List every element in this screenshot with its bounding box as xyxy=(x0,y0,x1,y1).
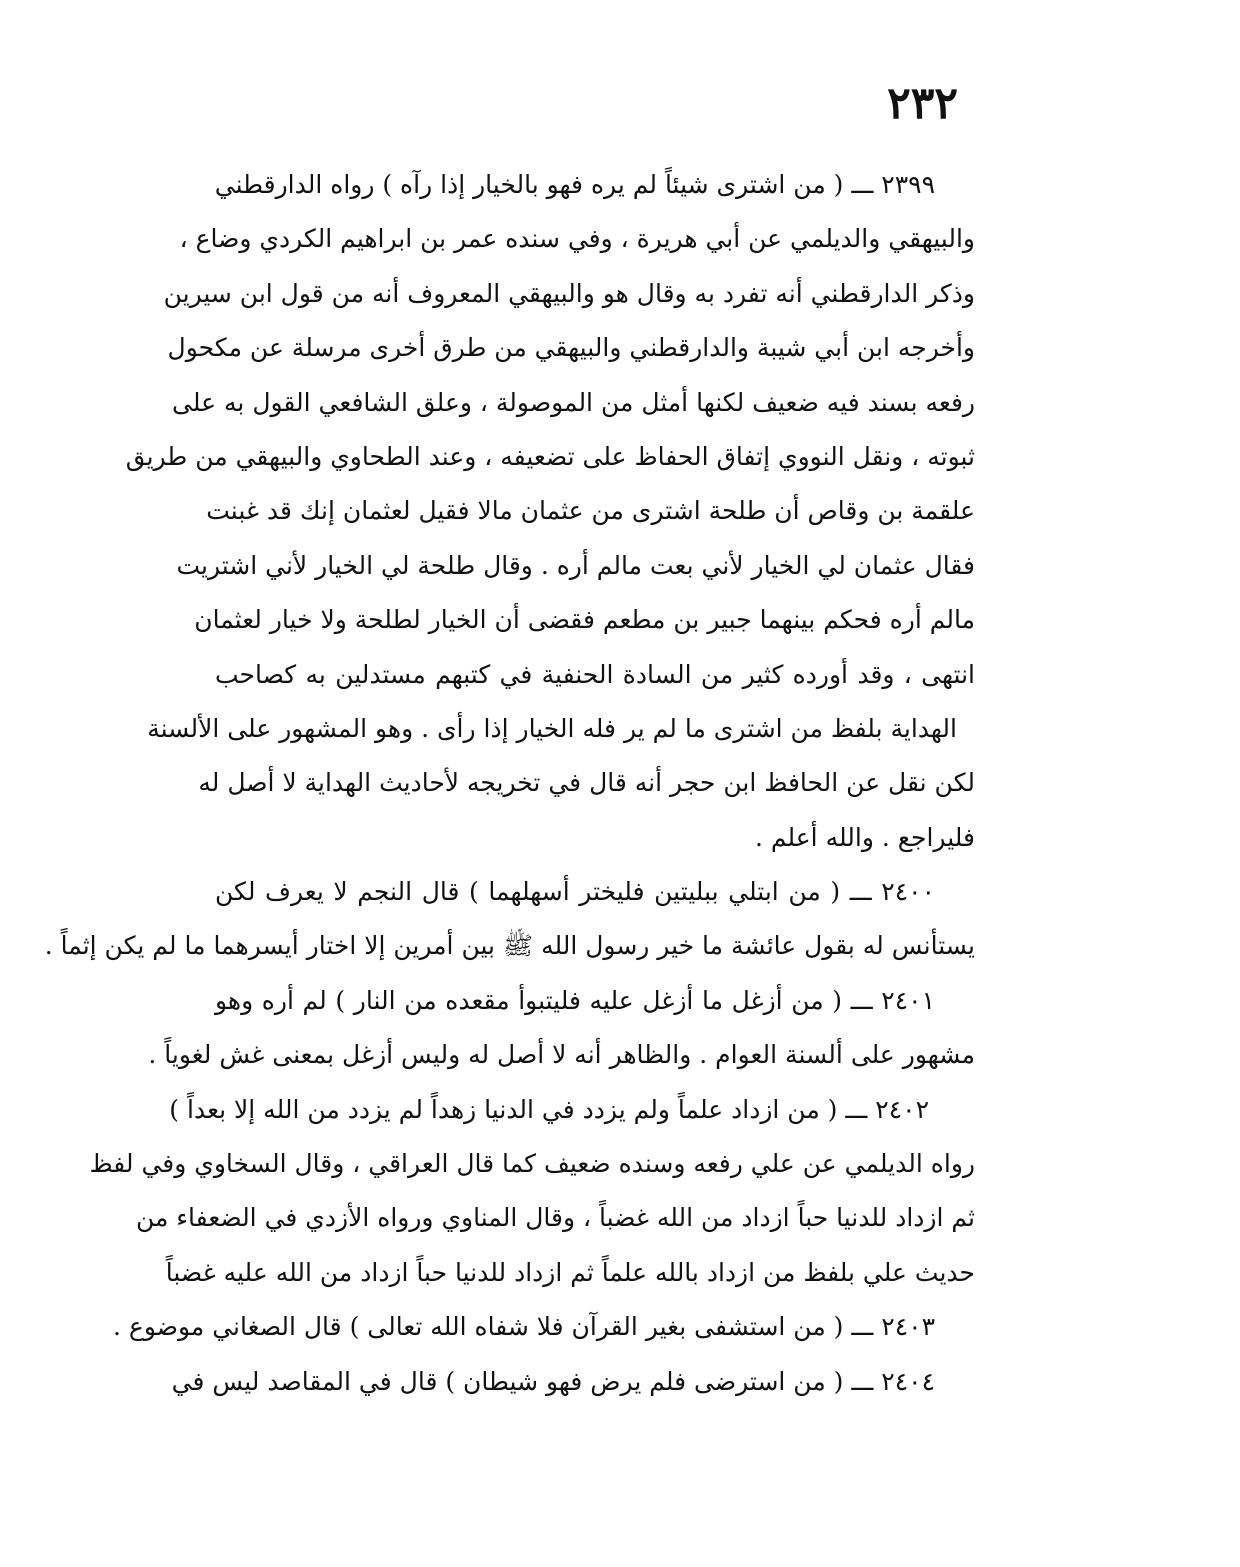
entry-2399-line-1: ٢٣٩٩ ـــ ( من اشترى شيئاً لم يره فهو بالخيار إذا رآه ) رواه الدارقطني xyxy=(214,170,935,199)
text-line: والبيهقي والديلمي عن أبي هريرة ، وفي سنده عمر بن ابراهيم الكردي وضاع ، xyxy=(179,224,975,254)
text-line: ثم ازداد للدنيا حباً ازداد من الله غضباً ، وقال المناوي ورواه الأزدي في الضعفاء من xyxy=(135,1203,975,1233)
text-line: فقال عثمان لي الخيار لأني بعت مالم أره . وقال طلحة لي الخيار لأني اشتريت xyxy=(176,550,975,580)
text-line: مالم أره فحكم بينهما جبير بن مطعم فقضى أن الخيار لطلحة ولا خيار لعثمان xyxy=(194,605,975,635)
text-line: وأخرجه ابن أبي شيبة والدارقطني والبيهقي من طرق أخرى مرسلة عن مكحول xyxy=(167,333,975,363)
entry-2404-line-1: ٢٤٠٤ ـــ ( من استرضى فلم يرض فهو شيطان ) قال في المقاصد ليس في xyxy=(171,1366,935,1396)
entry-2403-line-1: ٢٤٠٣ ـــ ( من استشفى بغير القرآن فلا شفاه الله تعالى ) قال الصغاني موضوع . xyxy=(113,1312,935,1342)
text-line: علقمة بن وقاص أن طلحة اشترى من عثمان مالا فقيل لعثمان إنك قد غبنت xyxy=(206,496,975,526)
text-line: حديث علي بلفظ من ازداد بالله علماً ثم ازداد للدنيا حباً ازداد من الله عليه غضباً xyxy=(165,1257,975,1287)
text-line: وذكر الدارقطني أنه تفرد به وقال هو والبيهقي المعروف أنه من قول ابن سيرين xyxy=(163,278,975,308)
text-line: رواه الديلمي عن علي رفعه وسنده ضعيف كما قال العراقي ، وقال السخاوي وفي لفظ xyxy=(89,1149,975,1179)
entry-2401-line-1: ٢٤٠١ ـــ ( من أزغل ما أزغل عليه فليتبوأ مقعده من النار ) لم أره وهو xyxy=(215,985,935,1015)
entry-2400-line-1: ٢٤٠٠ ـــ ( من ابتلي ببليتين فليختر أسهلهما ) قال النجم لا يعرف لكن xyxy=(215,877,935,907)
text-line: يستأنس له بقول عائشة ما خير رسول الله ﷺ بين أمرين إلا اختار أيسرهما ما لم يكن إثماً . xyxy=(44,931,975,961)
body-text xyxy=(44,158,975,1409)
text-line: رفعه بسند فيه ضعيف لكنها أمثل من الموصولة ، وعلق الشافعي القول به على xyxy=(172,387,975,417)
text-line: الهداية بلفظ من اشترى ما لم ير فله الخيار إذا رأى . وهو المشهور على الألسنة xyxy=(147,713,957,743)
text-line: فليراجع . والله أعلم . xyxy=(754,822,975,852)
text-line: لكن نقل عن الحافظ ابن حجر أنه قال في تخريجه لأحاديث الهداية لا أصل له xyxy=(198,768,975,798)
page-number: ٢٣٢ xyxy=(887,78,958,129)
text-line: مشهور على ألسنة العوام . والظاهر أنه لا أصل له وليس أزغل بمعنى غش لغوياً . xyxy=(148,1040,975,1070)
text-line: انتهى ، وقد أورده كثير من السادة الحنفية في كتبهم مستدلين به كصاحب xyxy=(215,659,975,689)
entry-2402-line-1: ٢٤٠٢ ـــ ( من ازداد علماً ولم يزدد في الدنيا زهداً لم يزدد من الله إلا بعداً ) xyxy=(169,1094,929,1124)
text-line: ثبوته ، ونقل النووي إتفاق الحفاظ على تضعيفه ، وعند الطحاوي والبيهقي من طريق xyxy=(125,441,975,471)
